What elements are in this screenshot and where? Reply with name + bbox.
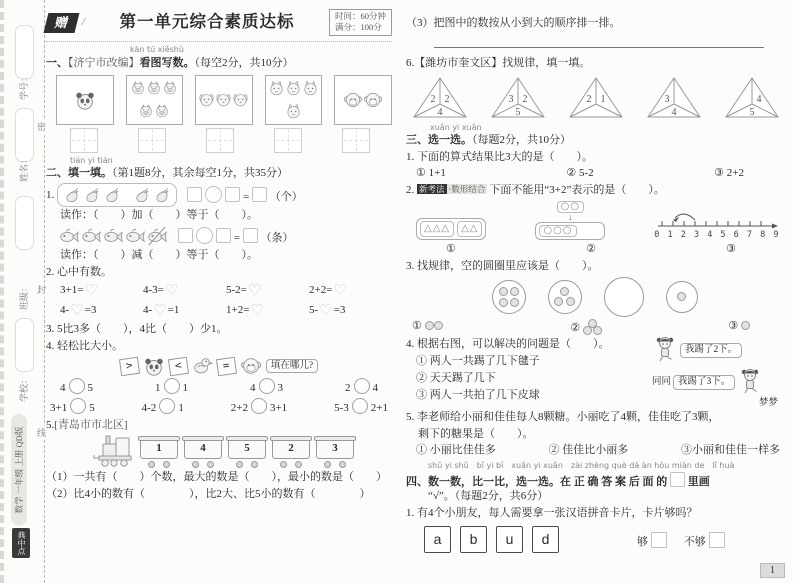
q3-2-number: 2.	[406, 184, 417, 197]
compare-blank-circle	[159, 398, 175, 414]
school-blank-box	[15, 318, 34, 372]
section-3-name: 选一选。	[428, 134, 472, 147]
book-spine-label: 数学 一年级 上册 QD版	[11, 414, 27, 526]
q2-4-text: 轻松比大小。	[57, 340, 123, 353]
dot-cluster-icon	[583, 319, 601, 334]
q2-1-read-add-line: 读作：（ ）加（ ）等于（ ）。	[60, 209, 258, 222]
section-4-title	[406, 461, 784, 504]
picture-box-panda	[56, 75, 114, 125]
option-3: ③ 2+2	[714, 167, 744, 180]
pinyin-card-d: d	[532, 526, 559, 553]
answer-line	[434, 34, 764, 48]
section-4-tail: 里画	[687, 475, 710, 488]
operator-blank-circle	[205, 186, 222, 203]
option-3: ③	[728, 319, 750, 336]
dog-icon	[215, 91, 232, 108]
dot-icon	[425, 321, 434, 330]
eggplant-icon	[132, 185, 152, 205]
seal-char-xian: 线	[37, 426, 46, 440]
operator-blank-circle	[196, 227, 213, 244]
q2-1-number: 1.	[46, 188, 55, 201]
section-2-pinyin: tián yi tián	[70, 155, 113, 165]
publisher-logo: 典中点	[12, 528, 30, 558]
heart-equation: 4-♡=1	[143, 301, 180, 319]
circle-empty	[604, 277, 644, 317]
train-car	[316, 438, 354, 468]
panda-icon	[74, 89, 96, 111]
fish-icon	[102, 225, 124, 247]
pinyin-cards	[424, 526, 559, 553]
pattern-triangle	[408, 74, 472, 120]
section-4-number: 四、	[406, 475, 428, 488]
train-car	[184, 438, 222, 468]
option-2: ② 佳佳比小丽多	[548, 443, 629, 456]
q3-5-line1: 5. 李老师给小丽和佳佳每人8颗糖。小丽吃了4颗，佳佳吃了3颗，	[406, 411, 720, 424]
q2-1-subtraction-row	[58, 225, 392, 247]
wheel-icon	[339, 461, 346, 468]
svg-text:2: 2	[522, 93, 528, 105]
speech-bubble-1: 我踢了2下。	[680, 343, 742, 358]
train-car-number: 2	[272, 438, 310, 459]
q2-4-title	[46, 339, 392, 354]
section-2-number: 二、	[46, 167, 68, 180]
heart-blank-icon: ♡	[247, 280, 262, 299]
not-enough-label: 不够	[683, 536, 706, 549]
heart-blank-icon: ♡	[153, 301, 167, 319]
heart-equations-row2	[60, 300, 392, 320]
heart-equations-row1	[60, 280, 392, 300]
compare-blank-circle	[69, 378, 85, 394]
new-method-tag: 新考法 ·数形结合	[419, 184, 486, 195]
fish-icon	[124, 225, 146, 247]
wheel-icon	[295, 461, 302, 468]
q3-4-option-3: ③ 两人一共拍了几下皮球	[416, 388, 540, 401]
equals-sign: =	[243, 190, 250, 203]
train-car	[140, 438, 178, 468]
class-label: 班级：	[19, 282, 29, 310]
number-blank-box	[216, 228, 231, 243]
eggplant-icon	[152, 185, 172, 205]
number-line-labels: 0 1 2 3 4 5 6 7 8 9	[654, 230, 780, 241]
pig-icon	[154, 103, 170, 119]
section-3-title	[406, 123, 784, 149]
picture-box-dogs	[195, 75, 253, 125]
q3-2-text: 2. 新考法 ·数形结合 下面不能用“3+2”表示的是（ ）。	[406, 184, 665, 197]
number-blank-box	[178, 228, 193, 243]
svg-text:5: 5	[749, 106, 755, 118]
mouse-icon	[240, 355, 262, 377]
name-blank-box	[15, 108, 34, 162]
svg-text:2: 2	[586, 93, 592, 105]
figure-label-3: ③	[726, 242, 736, 255]
wheel-icon	[192, 461, 199, 468]
svg-text:3: 3	[508, 93, 514, 105]
q2-5-title	[46, 418, 392, 433]
heart-blank-icon: ♡	[250, 301, 264, 319]
section-4-line2: “√”。（每题2分，共6分）	[428, 490, 549, 503]
section-2-title	[46, 156, 392, 182]
exam-header	[46, 6, 392, 42]
q3-5-options	[416, 443, 784, 458]
heart-equation: 5-2=♡	[226, 280, 262, 299]
pattern-triangle	[564, 74, 628, 120]
svg-text:4: 4	[437, 106, 443, 118]
figure-label-2: ②	[586, 242, 596, 255]
compare-blank-circle	[354, 378, 370, 394]
heart-blank-icon: ♡	[84, 280, 98, 299]
compare-mascots-row	[46, 355, 392, 377]
equals-sign: =	[233, 231, 240, 244]
writing-grid	[70, 128, 98, 153]
time-score-box	[329, 9, 392, 36]
pig-icon	[162, 80, 178, 96]
picture-box-cats	[265, 75, 323, 125]
heart-equation: 5-♡=3	[309, 301, 346, 319]
q6-title: 6.【潍坊市奎文区】找规律，填一填。	[406, 56, 591, 69]
option-1: ① 1+1	[416, 167, 446, 180]
pig-icon	[146, 80, 162, 96]
page-number: 1	[760, 563, 785, 579]
full-score: 满分：100分	[334, 22, 382, 33]
q3-3-text: 3. 找规律，空的圆圈里应该是（ ）。	[406, 259, 599, 272]
wheel-icon	[251, 461, 258, 468]
q2-5-number: 5.	[46, 418, 55, 431]
pig-icon	[138, 103, 154, 119]
eggplant-icon	[62, 185, 82, 205]
picture-box-monkeys	[334, 75, 392, 125]
equation-blanks	[187, 186, 302, 205]
writing-grid	[206, 128, 234, 153]
unit-label: （个）	[269, 190, 303, 203]
heart-equation: 4-3=♡	[143, 280, 179, 299]
wheel-icon	[163, 461, 170, 468]
q2-5-line3: （3）把图中的数按从小到大的顺序排一排。	[406, 17, 621, 29]
section-4-name: 数一数，比一比，选一选。	[428, 475, 560, 488]
compare-blank-circle	[70, 398, 86, 414]
train-car-number: 5	[228, 438, 266, 459]
speech-bubble-2: 我踢了3下。	[673, 375, 735, 390]
count-picture-row	[56, 75, 392, 125]
eggplant-group-box	[57, 183, 177, 207]
equal-card: =	[216, 356, 237, 375]
pinyin-card-b: b	[460, 526, 487, 553]
circle-group-of-2: ○○	[557, 201, 584, 213]
monkey-icon	[343, 90, 363, 110]
seal-char-mi: 密	[37, 120, 46, 134]
train-engine-icon	[90, 434, 134, 468]
pattern-triangles-row	[408, 74, 784, 120]
compare-blank-circle	[164, 378, 180, 394]
option-2: ② 5-2	[566, 167, 594, 180]
fish-icon	[58, 225, 80, 247]
monkey-icon	[363, 90, 383, 110]
heart-blank-icon: ♡	[70, 301, 84, 319]
compare-item: 1 1	[155, 378, 188, 396]
section-1-pinyin: kàn tú xiěshù	[130, 44, 184, 54]
q3-1-text: 1. 下面的算式结果比3大的是（ ）。	[406, 151, 593, 164]
gift-badge: 赠	[44, 13, 80, 33]
q3-3-pattern-circles	[406, 277, 784, 317]
penguin-icon	[143, 355, 165, 377]
less-card: <	[167, 356, 188, 375]
option-1: ①	[412, 319, 443, 336]
compare-item: 4 3	[250, 378, 283, 396]
school-label: 学校：	[19, 374, 29, 402]
enough-label: 够	[637, 536, 648, 549]
circle-3-dots	[548, 280, 582, 314]
section-1-title	[46, 45, 392, 71]
check-blank-box	[670, 472, 685, 487]
q2-5-source-tag: [青岛市市北区]	[54, 418, 128, 431]
compare-blank-circle	[251, 398, 267, 414]
train-car	[228, 438, 266, 468]
svg-text:4: 4	[756, 93, 762, 105]
wheel-icon	[207, 461, 214, 468]
q2-2-title	[46, 265, 392, 280]
result-blank-box	[243, 228, 258, 243]
cat-icon	[268, 80, 285, 97]
heart-equation: 4-♡=3	[60, 301, 97, 319]
equation-blanks	[178, 227, 293, 246]
compare-blank-circle	[352, 398, 368, 414]
option-2: ②	[570, 319, 601, 336]
q4-1-text: 1. 有4个小朋友，每人需要拿一张汉语拼音卡片，卡片够吗？	[406, 507, 698, 520]
circle-group-outer-box	[535, 222, 605, 240]
circle-groups-figure	[535, 201, 605, 240]
class-blank-box	[15, 196, 34, 250]
triangle-group-of-3: △△△	[420, 221, 454, 237]
section-4-mid: 在 正 确 答 案 后 面 的	[560, 475, 668, 488]
triangle-group-of-2: △△	[457, 221, 482, 237]
where-to-fill-bubble: 填在哪儿?	[266, 359, 318, 374]
pattern-triangle	[486, 74, 550, 120]
option-3: ③小丽和佳佳一样多	[681, 443, 780, 456]
exam-title: 第一单元综合素质达标	[119, 12, 295, 32]
unit-label: （条）	[260, 231, 294, 244]
section-3-points: （每题2分，共10分）	[472, 134, 571, 147]
q2-4-number: 4.	[46, 340, 55, 353]
train-car-number: 4	[184, 438, 222, 459]
q4-1-answer-row	[406, 521, 784, 553]
circle-4-dots	[492, 280, 526, 314]
student-id-blank-box	[15, 25, 34, 79]
train-car-number: 3	[316, 438, 354, 459]
q3-2-images	[416, 201, 780, 240]
section-2-name: 填一填。	[68, 167, 112, 180]
number-blank-box	[225, 187, 240, 202]
seal-char-feng: 封	[37, 283, 46, 297]
section-1-source-tag: 【济宁市改编】	[68, 56, 140, 69]
wheel-icon	[324, 461, 331, 468]
q3-4-text: 4. 根据右图，可以解决的问题是（ ）。	[406, 338, 610, 351]
compare-item: 4 5	[60, 378, 93, 396]
heart-blank-icon: ♡	[319, 301, 333, 319]
q2-5-line2: （2）比4小的数有（ ），比2大、比5小的数有（ ）	[46, 488, 371, 501]
compare-blank-circle	[259, 378, 275, 394]
heart-equation: 2+2=♡	[309, 280, 347, 299]
q3-2-figure-labels	[406, 242, 784, 257]
bird-icon	[191, 355, 213, 377]
enough-checkbox	[651, 532, 667, 548]
compare-item: 4-2 1	[142, 398, 184, 416]
eggplant-icon	[82, 185, 102, 205]
pinyin-card-a: a	[424, 526, 451, 553]
seal-margin-strip	[0, 0, 45, 583]
q2-1-addition-row	[46, 183, 392, 207]
q3-4-block	[406, 337, 784, 409]
section-1-number: 一、	[46, 56, 68, 69]
fish-crossed-icon	[146, 225, 168, 247]
q3-5-line2: 剩下的糖果是（ ）。	[418, 428, 534, 441]
compare-item: 3+1 5	[50, 398, 95, 416]
compare-row-2	[46, 398, 392, 416]
section-3-pinyin: xuǎn yi xuǎn	[430, 122, 482, 132]
cat-icon	[285, 80, 302, 97]
dog-icon	[232, 91, 249, 108]
section-1-name: 看图写数。	[139, 56, 195, 69]
section-3-number: 三、	[406, 134, 428, 147]
circle-group-of-3: ○○○	[539, 225, 576, 237]
wheel-icon	[280, 461, 287, 468]
girl-tongtong-icon	[652, 335, 678, 365]
compare-item: 5-3 2+1	[334, 398, 388, 416]
student-id-label: 学号：	[19, 72, 29, 100]
number-train	[90, 434, 392, 468]
number-blank-box	[187, 187, 202, 202]
section-4-pinyin: shǔ yi shǔ bǐ yi bǐ xuǎn yi xuǎn zài zhèng què dá àn hòu miàn de lǐ huà	[428, 460, 735, 470]
dog-icon	[198, 91, 215, 108]
pig-icon	[130, 80, 146, 96]
heart-equation: 3+1=♡	[60, 280, 98, 299]
writing-grid	[342, 128, 370, 153]
girl-name-1: 同同	[652, 376, 672, 387]
dot-icon	[741, 321, 750, 330]
heart-blank-icon: ♡	[164, 280, 179, 299]
heart-blank-icon: ♡	[333, 280, 347, 299]
svg-text:3: 3	[664, 93, 670, 105]
q2-3-text: 5比3多（ ），4比（ ）少1。	[57, 323, 228, 336]
cat-icon	[285, 103, 302, 120]
cat-icon	[302, 80, 319, 97]
picture-box-pigs	[126, 75, 184, 125]
pattern-triangle	[720, 74, 784, 120]
writing-grid	[138, 128, 166, 153]
q3-4-option-2: ② 天天踢了几下	[416, 372, 496, 385]
svg-text:4: 4	[671, 106, 677, 118]
option-1: ① 小丽比佳佳多	[416, 443, 496, 456]
wheel-icon	[236, 461, 243, 468]
kicking-girls-figure	[652, 335, 784, 410]
svg-text:2: 2	[444, 93, 450, 105]
enough-choices	[637, 532, 725, 550]
compare-item: 2 4	[345, 378, 378, 396]
q2-2-number: 2.	[46, 265, 55, 278]
train-car-number: 1	[140, 438, 178, 459]
q2-5-line1: （1）一共有（ ）个数，最大的数是（ ），最小的数是（ ）	[46, 471, 387, 484]
name-label: 姓名：	[19, 154, 29, 182]
compare-row-1	[46, 378, 392, 396]
compare-item: 2+2 3+1	[231, 398, 287, 416]
down-arrow-icon: ↓	[568, 211, 573, 222]
writing-grid-row	[70, 128, 392, 153]
svg-text:2: 2	[430, 93, 436, 105]
decor-slash-icon: /	[82, 16, 86, 29]
section-1-points: （每空2分，共10分）	[194, 56, 294, 69]
svg-text:5: 5	[515, 106, 521, 118]
number-line-figure	[654, 208, 780, 240]
dot-icon	[434, 321, 443, 330]
triangle-groups-box	[416, 218, 486, 240]
circle-1-dot	[666, 281, 698, 313]
svg-text:1: 1	[600, 93, 606, 105]
q2-3-line	[46, 322, 392, 337]
fish-icon	[80, 225, 102, 247]
heart-equation: 1+2=♡	[226, 301, 264, 319]
girl-name-2: 梦梦	[758, 398, 778, 409]
result-blank-box	[252, 187, 267, 202]
q3-4-option-1: ① 两人一共踢了几下毽子	[416, 355, 540, 368]
greater-card: >	[119, 356, 140, 375]
q3-3-options	[406, 319, 784, 336]
q2-2-text: 心中有数。	[57, 265, 112, 278]
eggplant-icon	[102, 185, 122, 205]
wheel-icon	[148, 461, 155, 468]
section-2-points: （第1题8分，其余每空1分，共35分）	[112, 167, 288, 180]
q3-1-options	[406, 166, 784, 181]
not-enough-checkbox	[709, 532, 725, 548]
train-car	[272, 438, 310, 468]
number-line-icon	[656, 208, 778, 230]
pinyin-card-u: u	[496, 526, 523, 553]
girl-mengmeng-icon	[737, 367, 763, 397]
q2-3-number: 3.	[46, 323, 55, 336]
q2-1-read-sub-line: 读作：（ ）减（ ）等于（ ）。	[60, 249, 258, 262]
pattern-triangle	[642, 74, 706, 120]
writing-grid	[274, 128, 302, 153]
figure-label-1: ①	[446, 242, 456, 255]
time-limit: 时间：60分钟	[334, 11, 386, 21]
